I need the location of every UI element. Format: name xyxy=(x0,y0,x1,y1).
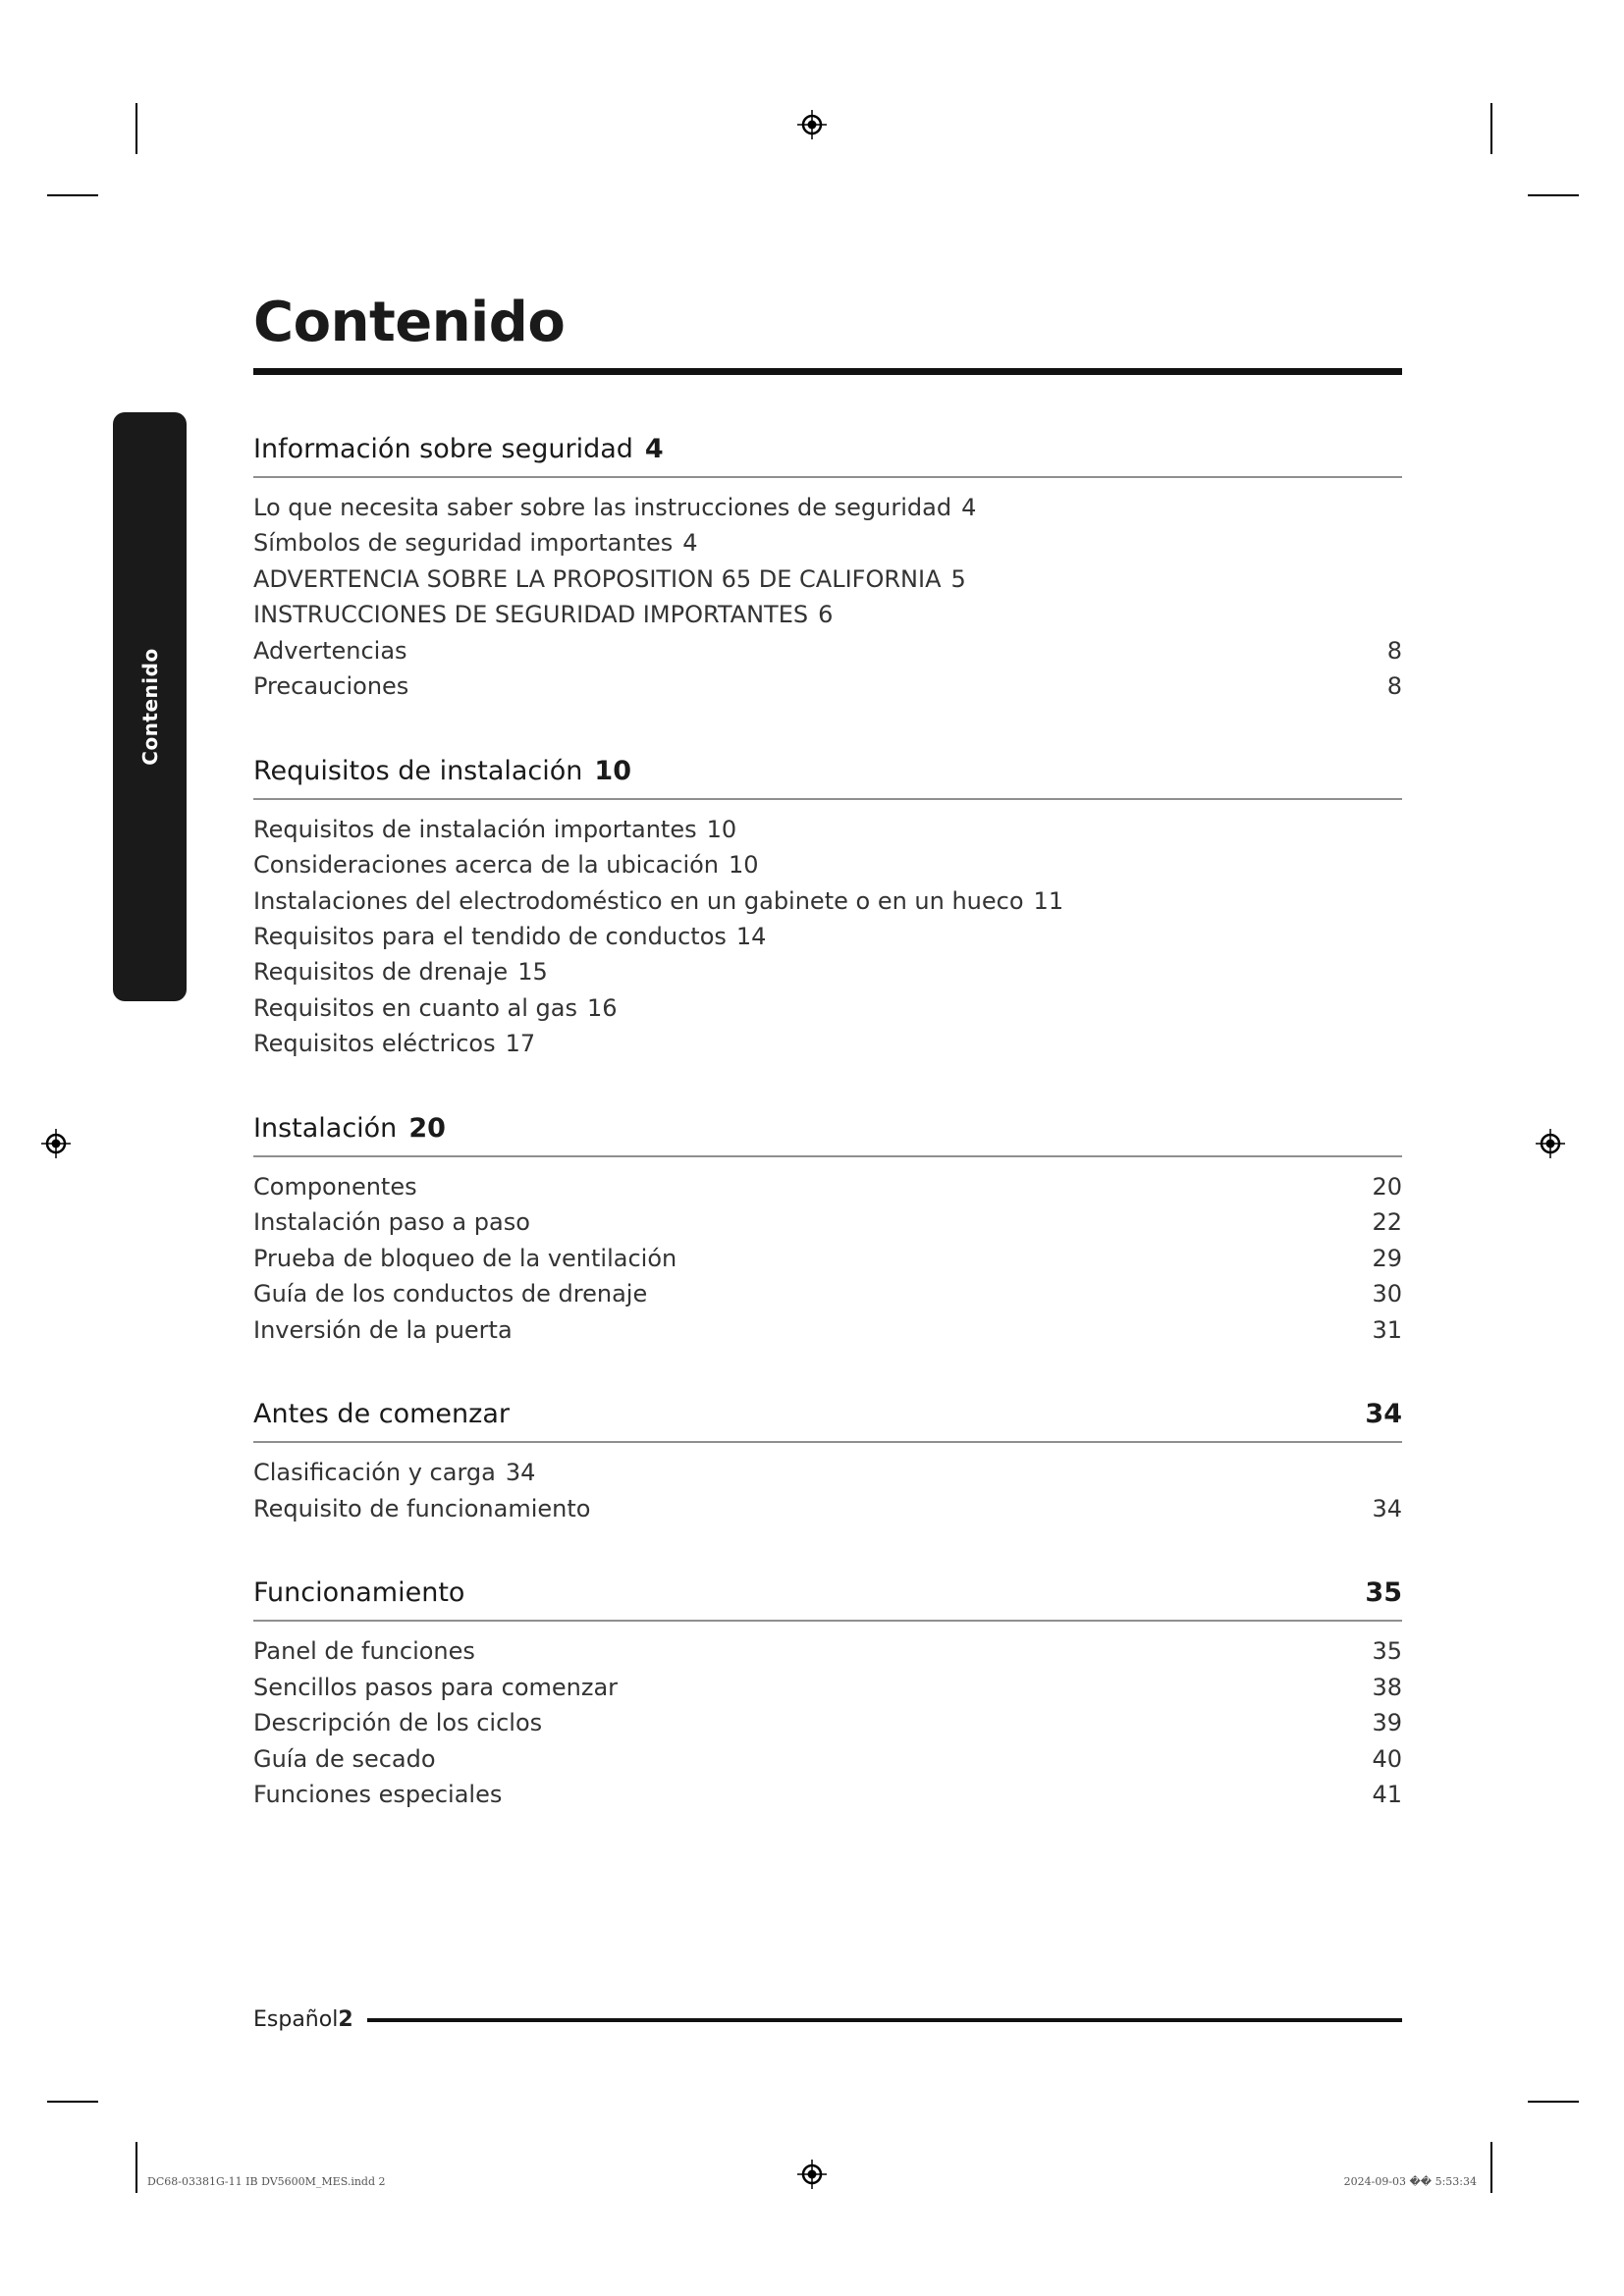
table-of-contents xyxy=(253,291,1402,1864)
toc-section-page-right: 35 xyxy=(1365,1577,1402,1609)
toc-entry-left xyxy=(253,1455,535,1490)
toc-entry-label: Panel de funciones xyxy=(253,1637,475,1666)
toc-section-title: Información sobre seguridad xyxy=(253,433,633,464)
toc-entry-left xyxy=(253,1241,677,1276)
footer-language: Español xyxy=(253,2007,339,2032)
toc-entry[interactable] xyxy=(253,525,1402,561)
toc-entry[interactable] xyxy=(253,954,1402,989)
toc-entry[interactable] xyxy=(253,633,1402,668)
toc-entry-left xyxy=(253,597,833,632)
registration-mark-right xyxy=(1536,1129,1565,1158)
side-chapter-tab xyxy=(113,412,187,1001)
toc-entry-left xyxy=(253,668,408,704)
toc-entry[interactable] xyxy=(253,1741,1402,1777)
toc-entry-left xyxy=(253,561,966,597)
toc-entry[interactable] xyxy=(253,597,1402,632)
toc-entry[interactable] xyxy=(253,1026,1402,1061)
toc-entry-left xyxy=(253,883,1063,919)
toc-entry-left xyxy=(253,1276,647,1311)
toc-entry-left xyxy=(253,1204,530,1240)
toc-section-header[interactable] xyxy=(253,1113,1402,1155)
toc-section-divider xyxy=(253,1441,1402,1443)
toc-section-header-left xyxy=(253,1399,510,1429)
toc-section-divider xyxy=(253,1620,1402,1622)
toc-entry[interactable] xyxy=(253,1705,1402,1740)
toc-entry-page: 14 xyxy=(735,923,767,951)
toc-section-header-left xyxy=(253,434,664,464)
toc-entry-left xyxy=(253,1670,618,1705)
toc-entry[interactable] xyxy=(253,847,1402,882)
toc-entry-label: Advertencias xyxy=(253,636,407,665)
toc-entry-page-right: 34 xyxy=(1372,1494,1402,1522)
toc-entry-left xyxy=(253,1312,513,1348)
toc-section-title: Instalación xyxy=(253,1112,398,1144)
toc-entry-label: Lo que necesita saber sobre las instrucciones de seguridad xyxy=(253,493,952,521)
toc-entry-label: Clasificación y carga xyxy=(253,1459,496,1487)
toc-entry[interactable] xyxy=(253,883,1402,919)
toc-section-header-left xyxy=(253,756,631,786)
footer-divider xyxy=(367,2018,1402,2022)
toc-entry-page: 6 xyxy=(818,601,834,629)
toc-entry[interactable] xyxy=(253,990,1402,1026)
toc-entry[interactable] xyxy=(253,1276,1402,1311)
toc-entry-label: Guía de los conductos de drenaje xyxy=(253,1280,648,1308)
toc-entry-left xyxy=(253,954,548,989)
toc-entry-label: Requisito de funcionamiento xyxy=(253,1494,591,1522)
toc-entry-label: Prueba de bloqueo de la ventilación xyxy=(253,1244,677,1272)
toc-entry-page-right: 29 xyxy=(1372,1244,1402,1272)
toc-entry-page-right: 30 xyxy=(1372,1280,1402,1308)
toc-entry-page: 16 xyxy=(586,993,618,1022)
side-chapter-tab-label: Contenido xyxy=(137,648,162,766)
toc-entry-page: 10 xyxy=(729,851,759,880)
toc-entry-label: INSTRUCCIONES DE SEGURIDAD IMPORTANTES xyxy=(253,601,809,629)
toc-entry[interactable] xyxy=(253,1777,1402,1812)
crop-mark-right-bottom-horizontal xyxy=(1528,2101,1579,2103)
crop-mark-left-bottom-horizontal xyxy=(47,2101,98,2103)
toc-section-page: 10 xyxy=(594,755,631,786)
toc-section-divider xyxy=(253,1155,1402,1157)
toc-section-title: Requisitos de instalación xyxy=(253,755,583,786)
title-divider xyxy=(253,368,1402,375)
toc-entry-label: Requisitos de instalación importantes xyxy=(253,815,697,843)
toc-section-page: 20 xyxy=(408,1112,446,1144)
toc-entry-label: Instalaciones del electrodoméstico en un gabinete o en un hueco xyxy=(253,886,1024,915)
toc-entry-left xyxy=(253,1705,542,1740)
page-title: Contenido xyxy=(253,291,566,354)
toc-entry-page-right: 38 xyxy=(1372,1673,1402,1701)
toc-entry-left xyxy=(253,1777,502,1812)
toc-entry-page: 17 xyxy=(505,1030,536,1058)
toc-entry-label: Guía de secado xyxy=(253,1744,436,1773)
toc-entry[interactable] xyxy=(253,668,1402,704)
toc-entry[interactable] xyxy=(253,1670,1402,1705)
toc-entry-left xyxy=(253,919,766,954)
toc-entry-left xyxy=(253,490,976,525)
toc-section-header[interactable] xyxy=(253,434,1402,476)
toc-entry[interactable] xyxy=(253,919,1402,954)
toc-section xyxy=(253,756,1402,1062)
toc-entry[interactable] xyxy=(253,1241,1402,1276)
toc-section-page: 4 xyxy=(644,433,664,464)
toc-section-list xyxy=(253,434,1402,1813)
print-file-marker: DC68-03381G-11 IB DV5600M_MES.indd 2 xyxy=(147,2175,386,2188)
toc-entry-page: 11 xyxy=(1033,886,1064,915)
crop-mark-top-left-vertical xyxy=(135,103,137,154)
toc-entry-page-right: 22 xyxy=(1372,1208,1402,1237)
toc-entry-left xyxy=(253,990,618,1026)
toc-entry-label: Precauciones xyxy=(253,672,409,701)
toc-entry-page: 4 xyxy=(682,529,698,558)
toc-section-divider xyxy=(253,476,1402,478)
toc-entry[interactable] xyxy=(253,812,1402,847)
footer-language-and-page xyxy=(253,2007,353,2032)
toc-entry-page: 10 xyxy=(706,815,737,843)
toc-section-page-right: 34 xyxy=(1365,1399,1402,1430)
toc-entry-left xyxy=(253,1169,417,1204)
toc-entry-page-right: 35 xyxy=(1372,1637,1402,1666)
registration-mark-bottom xyxy=(797,2160,827,2189)
toc-entry-page-right: 40 xyxy=(1372,1744,1402,1773)
crop-mark-bottom-right-vertical xyxy=(1490,2142,1492,2193)
toc-section-header[interactable] xyxy=(253,756,1402,798)
toc-entry-label: Instalación paso a paso xyxy=(253,1208,530,1237)
toc-entry-label: Símbolos de seguridad importantes xyxy=(253,529,674,558)
toc-entry-page: 34 xyxy=(505,1459,536,1487)
toc-entry[interactable] xyxy=(253,1312,1402,1348)
toc-section-title: Funcionamiento xyxy=(253,1577,465,1609)
toc-entry-label: ADVERTENCIA SOBRE LA PROPOSITION 65 DE CALIFORNIA xyxy=(253,564,942,593)
toc-section-divider xyxy=(253,798,1402,800)
registration-mark-top xyxy=(797,110,827,139)
toc-entry-page: 15 xyxy=(517,958,548,987)
toc-section xyxy=(253,434,1402,705)
crop-mark-bottom-left-vertical xyxy=(135,2142,137,2193)
crop-mark-top-right-vertical xyxy=(1490,103,1492,154)
toc-entry-page-right: 8 xyxy=(1386,672,1402,701)
toc-section xyxy=(253,1399,1402,1526)
toc-entry-page-right: 8 xyxy=(1386,636,1402,665)
page-footer xyxy=(253,2007,1402,2032)
toc-entry-page: 5 xyxy=(950,564,966,593)
toc-section xyxy=(253,1113,1402,1348)
toc-entry[interactable] xyxy=(253,490,1402,525)
toc-entry-left xyxy=(253,525,698,561)
toc-section-title: Antes de comenzar xyxy=(253,1399,510,1430)
toc-entry[interactable] xyxy=(253,1455,1402,1490)
toc-entry-left xyxy=(253,1741,436,1777)
toc-section-header[interactable] xyxy=(253,1399,1402,1441)
toc-entry-page-right: 31 xyxy=(1372,1315,1402,1344)
toc-entry-label: Componentes xyxy=(253,1172,417,1201)
registration-mark-left xyxy=(41,1129,71,1158)
toc-entry-page-right: 20 xyxy=(1372,1172,1402,1201)
toc-entry-label: Consideraciones acerca de la ubicación xyxy=(253,851,719,880)
toc-section-header-left xyxy=(253,1113,446,1144)
toc-section-header-left xyxy=(253,1577,464,1608)
crop-mark-left-top-horizontal xyxy=(47,194,98,196)
toc-section xyxy=(253,1577,1402,1812)
toc-entry-label: Requisitos eléctricos xyxy=(253,1030,496,1058)
toc-section-header[interactable] xyxy=(253,1577,1402,1620)
toc-entry-page-right: 39 xyxy=(1372,1709,1402,1737)
toc-entry-label: Requisitos para el tendido de conductos xyxy=(253,923,727,951)
toc-entry-left xyxy=(253,812,736,847)
toc-entry-label: Descripción de los ciclos xyxy=(253,1709,543,1737)
toc-entry-left xyxy=(253,633,407,668)
crop-mark-right-top-horizontal xyxy=(1528,194,1579,196)
toc-entry-label: Sencillos pasos para comenzar xyxy=(253,1673,619,1701)
toc-entry-label: Inversión de la puerta xyxy=(253,1315,513,1344)
toc-entry-left xyxy=(253,1026,535,1061)
toc-entry-page-right: 41 xyxy=(1372,1781,1402,1809)
toc-entry[interactable] xyxy=(253,1633,1402,1669)
toc-entry-left xyxy=(253,1633,475,1669)
toc-entry-label: Funciones especiales xyxy=(253,1781,503,1809)
toc-entry[interactable] xyxy=(253,561,1402,597)
toc-entry[interactable] xyxy=(253,1204,1402,1240)
toc-entry-left xyxy=(253,1491,590,1526)
toc-entry-label: Requisitos de drenaje xyxy=(253,958,509,987)
toc-entry-label: Requisitos en cuanto al gas xyxy=(253,993,577,1022)
toc-entry-page: 4 xyxy=(961,493,977,521)
toc-entry-left xyxy=(253,847,759,882)
toc-entry[interactable] xyxy=(253,1491,1402,1526)
toc-entry[interactable] xyxy=(253,1169,1402,1204)
footer-page-number: 2 xyxy=(338,2007,353,2032)
print-timestamp: 2024-09-03 �� 5:53:34 xyxy=(1343,2175,1477,2188)
